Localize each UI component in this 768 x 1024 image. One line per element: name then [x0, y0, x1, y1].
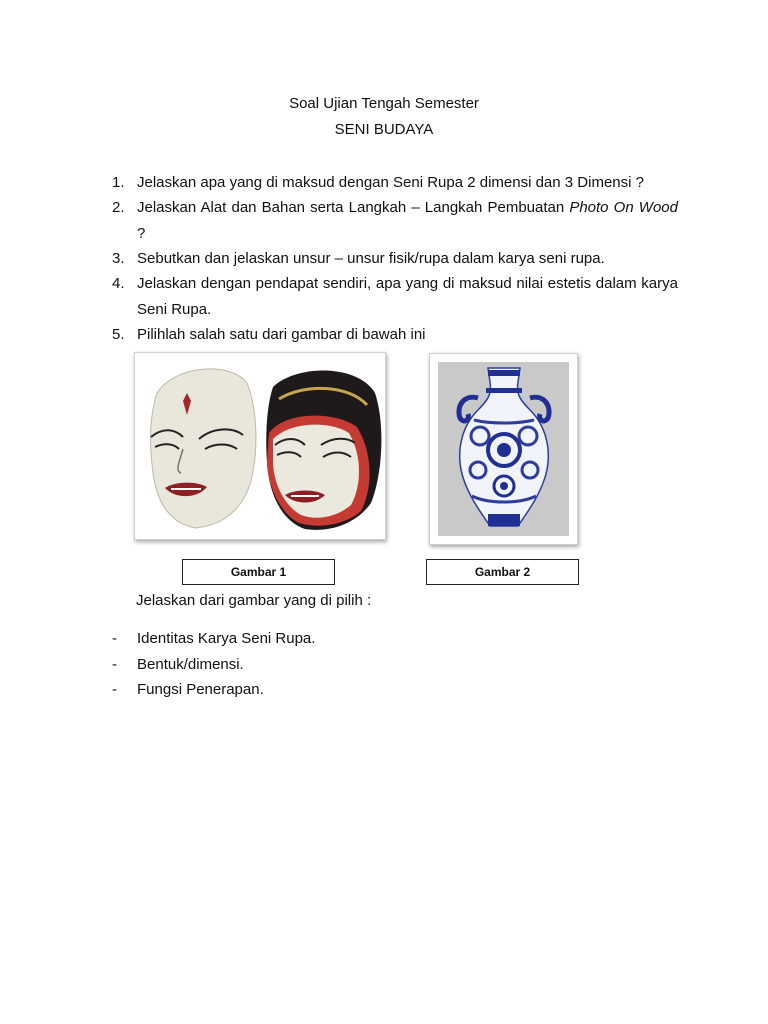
- figure-label-1: Gambar 1: [182, 559, 335, 585]
- question-number: 4.: [112, 275, 125, 292]
- instruction-text: Jelaskan dari gambar yang di pilih :: [136, 592, 372, 609]
- bullet-dash: -: [112, 630, 117, 647]
- page-title: Soal Ujian Tengah Semester: [289, 95, 479, 112]
- bullet-text: Bentuk/dimensi.: [137, 656, 244, 673]
- page-subtitle: SENI BUDAYA: [334, 121, 434, 138]
- masks-image: [134, 352, 386, 540]
- question-number: 3.: [112, 250, 125, 267]
- question-text: Jelaskan dengan pendapat sendiri, apa yang di maksud nilai estetis dalam karya Seni Rupa.: [137, 275, 678, 318]
- question-text-italic: Photo On Wood: [569, 199, 678, 216]
- figure-label-2: Gambar 2: [426, 559, 579, 585]
- question-number: 2.: [112, 199, 125, 216]
- question-text: [137, 195, 678, 246]
- bullet-dash: -: [112, 681, 117, 698]
- question-item: [112, 271, 678, 322]
- question-item: [112, 246, 678, 272]
- question-text: Sebutkan dan jelaskan unsur – unsur fisik/rupa dalam karya seni rupa.: [137, 250, 605, 267]
- bullet-dash: -: [112, 656, 117, 673]
- question-number: 5.: [112, 326, 125, 343]
- question-text: Jelaskan apa yang di maksud dengan Seni Rupa 2 dimensi dan 3 Dimensi ?: [137, 174, 644, 191]
- vase-image: [429, 353, 578, 545]
- question-number: 1.: [112, 174, 125, 191]
- question-text-part: Jelaskan Alat dan Bahan serta Langkah – Langkah Pembuatan: [137, 199, 570, 216]
- question-text-part: ?: [137, 224, 146, 242]
- question-item: [112, 170, 678, 196]
- bullet-text: Fungsi Penerapan.: [137, 681, 264, 698]
- question-item: [112, 322, 678, 348]
- question-item: [112, 195, 678, 246]
- bullet-text: Identitas Karya Seni Rupa.: [137, 630, 316, 647]
- question-text: Pilihlah salah satu dari gambar di bawah ini: [137, 326, 426, 343]
